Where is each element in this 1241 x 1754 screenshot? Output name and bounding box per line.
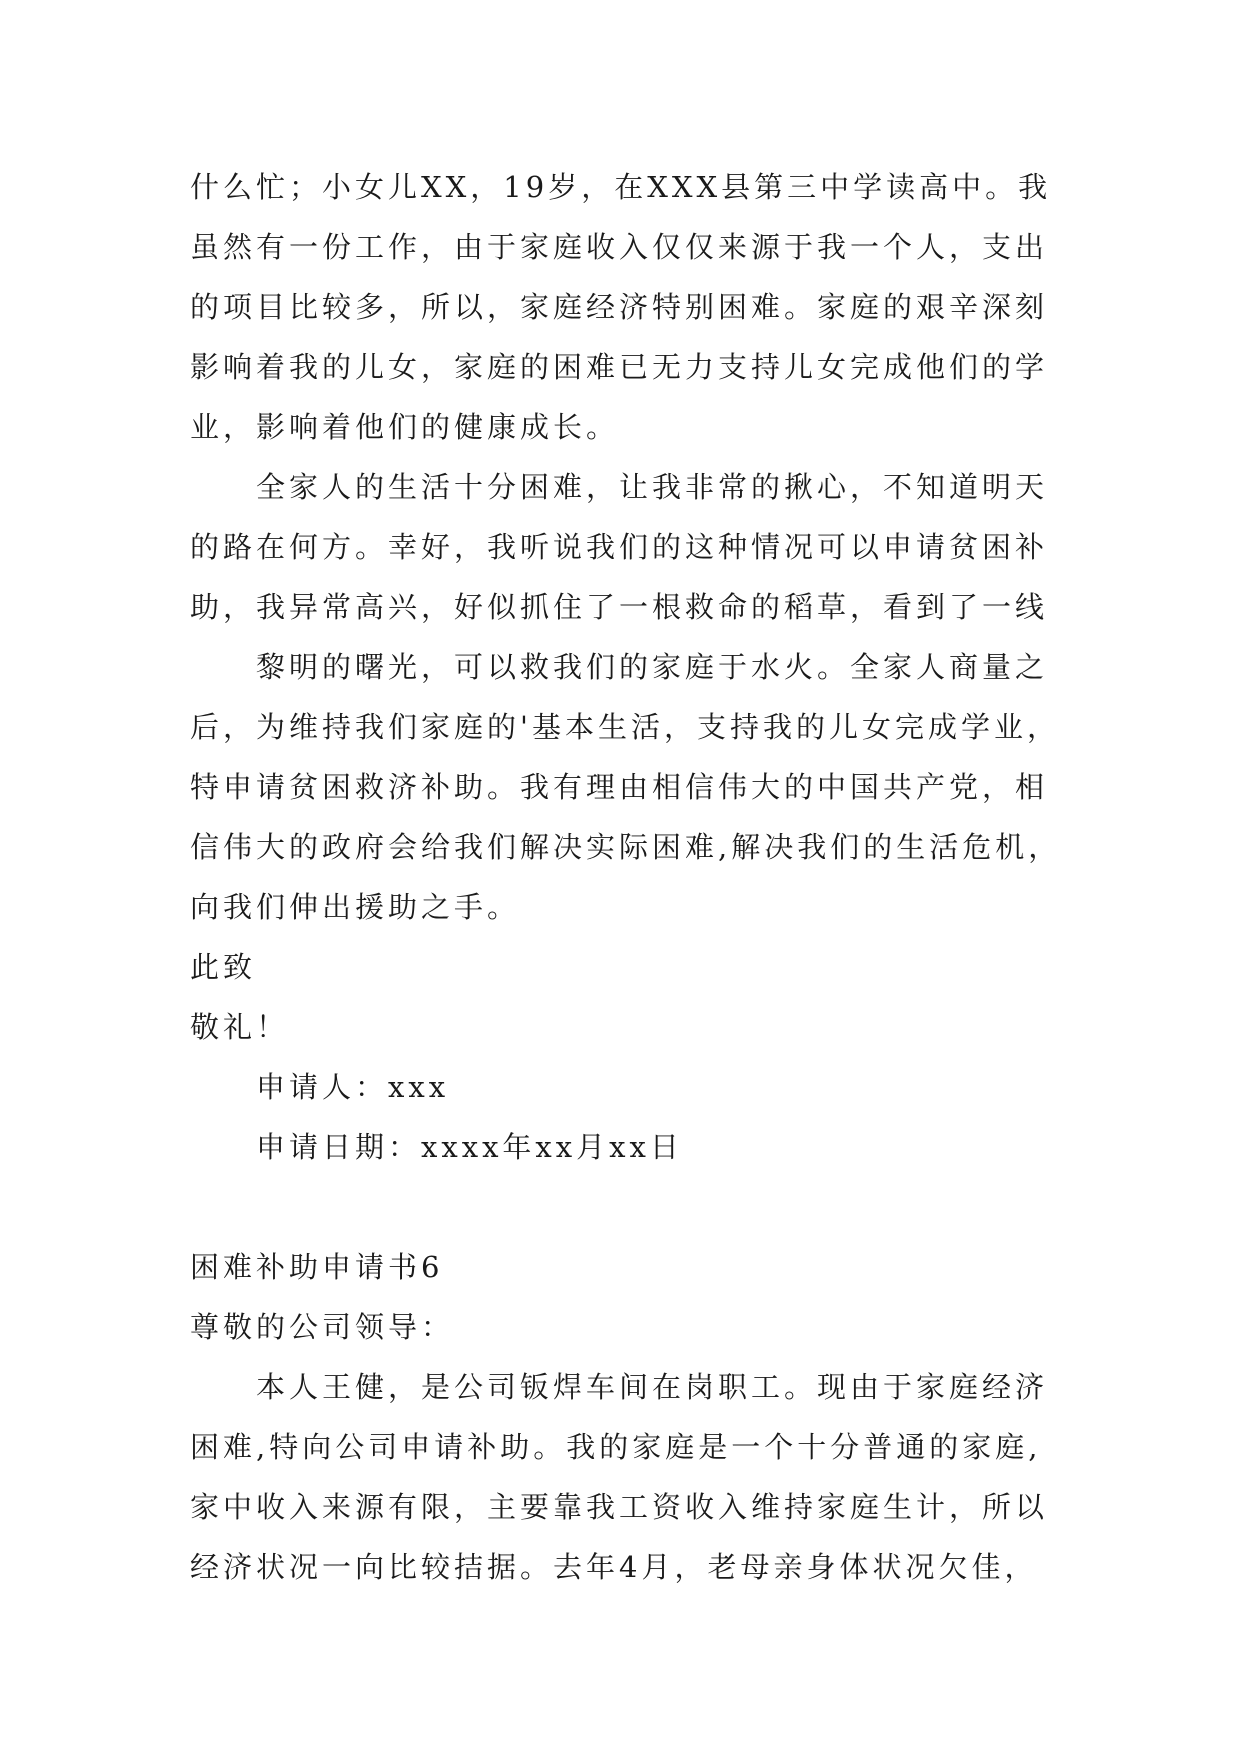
body-text-line: 家中收入来源有限，主要靠我工资收入维持家庭生计，所以 bbox=[190, 1490, 1049, 1524]
body-text-line: 什么忙；小女儿XX，19岁，在XXX县第三中学读高中。我 bbox=[190, 170, 1052, 204]
closing-salutation: 此致 bbox=[190, 950, 257, 984]
paragraph-start-line: 全家人的生活十分困难，让我非常的揪心，不知道明天 bbox=[256, 470, 1049, 504]
body-text-line: 的路在何方。幸好，我听说我们的这种情况可以申请贫困补 bbox=[190, 530, 1049, 564]
paragraph-start-line: 本人王健，是公司钣焊车间在岗职工。现由于家庭经济 bbox=[256, 1370, 1049, 1404]
body-text-line: 后，为维持我们家庭的'基本生活，支持我的儿女完成学业， bbox=[190, 710, 1060, 744]
greeting-line: 尊敬的公司领导： bbox=[190, 1310, 455, 1344]
body-text-line: 业，影响着他们的健康成长。 bbox=[190, 410, 620, 444]
body-text-line: 影响着我的儿女，家庭的困难已无力支持儿女完成他们的学 bbox=[190, 350, 1049, 384]
body-text-line: 的项目比较多，所以，家庭经济特别困难。家庭的艰辛深刻 bbox=[190, 290, 1049, 324]
section-title: 困难补助申请书6 bbox=[190, 1250, 444, 1284]
paragraph-start-line: 黎明的曙光，可以救我们的家庭于水火。全家人商量之 bbox=[256, 650, 1049, 684]
body-text-line: 虽然有一份工作，由于家庭收入仅仅来源于我一个人，支出 bbox=[190, 230, 1049, 264]
closing-regards: 敬礼！ bbox=[190, 1010, 290, 1044]
body-text-line: 助，我异常高兴，好似抓住了一根救命的稻草，看到了一线 bbox=[190, 590, 1049, 624]
body-text-line: 向我们伸出援助之手。 bbox=[190, 890, 521, 924]
body-text-line: 信伟大的政府会给我们解决实际困难,解决我们的生活危机， bbox=[190, 830, 1062, 864]
applicant-line: 申请人：xxx bbox=[256, 1070, 450, 1104]
body-text-line: 特申请贫困救济补助。我有理由相信伟大的中国共产党，相 bbox=[190, 770, 1049, 804]
body-text-line: 经济状况一向比较拮据。去年4月，老母亲身体状况欠佳， bbox=[190, 1550, 1038, 1584]
application-date-line: 申请日期：xxxx年xx月xx日 bbox=[256, 1130, 683, 1164]
body-text-line: 困难,特向公司申请补助。我的家庭是一个十分普通的家庭, bbox=[190, 1430, 1042, 1464]
